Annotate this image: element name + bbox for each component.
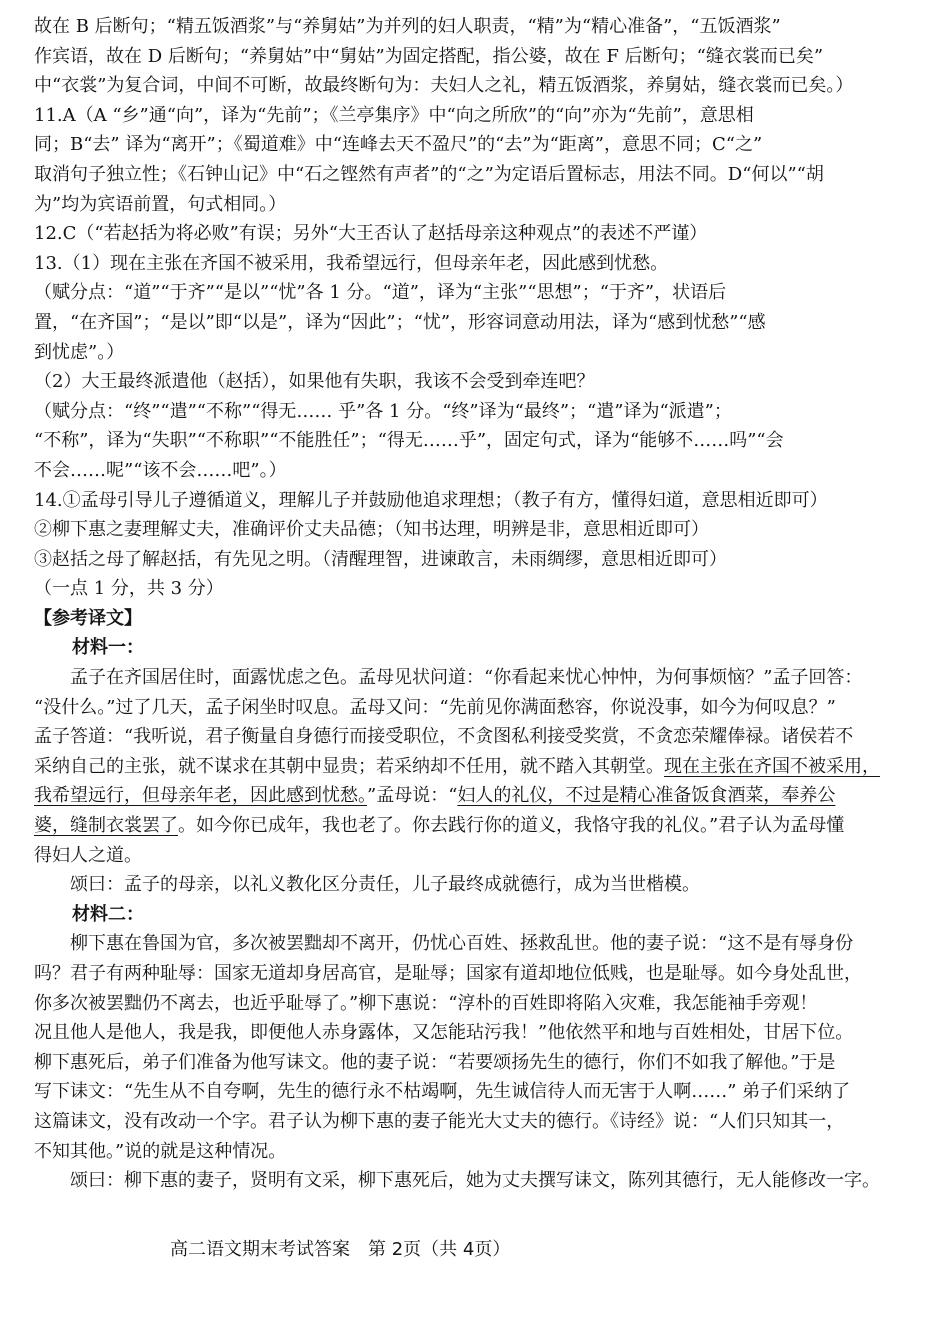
text-line: 故在 B 后断句；“精五饭酒浆”与“养舅姑”为并列的妇人职责，“精”为“精心准备”，“五饭酒浆”: [34, 16, 781, 37]
text-line: 吗？君子有两种耻辱：国家无道却身居高官，是耻辱；国家有道却地位低贱，也是耻辱。如今身处乱世，: [34, 963, 862, 984]
text-line: 11.A（A “乡”通“向”，译为“先前”；《兰亭集序》中“向之所欣”的“向”亦为“先前”，意思相: [34, 104, 754, 126]
text-line: [34, 781, 918, 811]
text-segment: 。如今你已成年，我也老了。你去践行你的道义，我恪守我的礼仪。”君子认为孟母懂: [178, 815, 845, 837]
text-line: 写下诔文：“先生从不自夸啊，先生的德行永不枯竭啊，先生诚信待人而无害于人啊……” 弟子们采纳了: [34, 1081, 851, 1103]
material-one-title: 材料一：: [72, 637, 144, 659]
text-line: “不称”，译为“失职”“不称职”“不能胜任”；“得无……乎”，固定句式，译为“能够不……吗”“会: [34, 430, 784, 452]
text-line: ②柳下惠之妻理解丈夫，准确评价丈夫品德；（知书达理，明辨是非，意思相近即可）: [34, 519, 709, 541]
page-content: [34, 12, 918, 1196]
underlined-text: 婆，缝制衣裳罢了: [34, 815, 178, 837]
text-segment: 采纳自己的主张，就不谋求在其朝中显贵；若采纳却不任用，就不踏入其朝堂。: [34, 755, 664, 777]
text-line: （一点 1 分，共 3 分）: [34, 578, 224, 600]
underlined-text: 我希望远行，但母亲年老，因此感到忧愁。: [34, 785, 367, 807]
text-line: 置，“在齐国”；“是以”即“以是”，译为“因此”；“忧”，形容词意动用法，译为“感到忧愁”“感: [34, 311, 766, 333]
text-line: 柳下惠死后，弟子们准备为他写诔文。他的妻子说：“若要颂扬先生的德行，你们不如我了解他。”于是: [34, 1051, 836, 1073]
text-line: [34, 752, 918, 782]
material-two: [34, 900, 918, 1196]
q10-answer-continuation: [34, 12, 918, 101]
text-line: 作宾语，故在 D 后断句；“养舅姑”中“舅姑”为固定搭配，指公婆，故在 F 后断句；“缝衣裳而已矣”: [34, 45, 824, 67]
q14-answer: [34, 486, 918, 604]
text-line: “没什么。”过了几天，孟子闲坐时叹息。孟母又问：“先前见你满面愁容，你说没事，如今为何叹息？”: [34, 696, 836, 718]
text-line: 不知其他。”说的就是这种情况。: [34, 1140, 287, 1162]
page-footer: 高二语文期末考试答案 第 2页（共 4页）: [170, 1239, 511, 1260]
text-line: 14.①孟母引导儿子遵循道义，理解儿子并鼓励他追求理想；（教子有方，懂得妇道，意思相近即可）: [34, 489, 828, 511]
text-line: 同；B“去” 译为“离开”；《蜀道难》中“连峰去天不盈尺”的“去”为“距离”，意思不同；C“之”: [34, 134, 763, 156]
eulogy-line: 颂曰：柳下惠的妻子，贤明有文采，柳下惠死后，她为丈夫撰写诔文，陈列其德行，无人能修改一字。: [70, 1170, 880, 1192]
text-line: （2）大王最终派遣他（赵括），如果他有失职，我该不会受到牵连吧？: [34, 371, 595, 393]
text-line: 12.C（“若赵括为将必败”有误；另外“大王否认了赵括母亲这种观点”的表述不严谨）: [34, 223, 708, 245]
eulogy-line: 颂曰：孟子的母亲，以礼义教化区分责任，儿子最终成就德行，成为当世楷模。: [70, 874, 700, 896]
text-line: 13.（1）现在主张在齐国不被采用，我希望远行，但母亲年老，因此感到忧愁。: [34, 252, 669, 274]
text-line: 况且他人是他人，我是我，即便他人赤身露体，又怎能玷污我！”他依然平和地与百姓相处，甘居下位。: [34, 1022, 854, 1044]
q11-answer: [34, 101, 918, 219]
text-line: 不会……呢”“该不会……吧”。）: [34, 459, 287, 481]
material-two-title: 材料二：: [72, 903, 144, 925]
underlined-text: 现在主张在齐国不被采用，: [664, 755, 880, 777]
reference-translation-heading: 【参考译文】: [34, 607, 142, 629]
underlined-text: 妇人的礼仪，不过是精心准备饭食酒菜，奉养公: [457, 785, 836, 807]
text-line: （赋分点：“道”“于齐”“是以”“忧”各 1 分。“道”，译为“主张”“思想”；“于齐”，状语后: [34, 282, 727, 304]
text-line: （赋分点：“终”“遣”“不称”“得无…… 乎”各 1 分。“终”译为“最终”；“遣”译为“派遣”；: [34, 400, 732, 422]
text-line: 取消句子独立性；《石钟山记》中“石之铿然有声者”的“之”为定语后置标志，用法不同。D“何以”“胡: [34, 163, 824, 185]
text-line: 孟子在齐国居住时，面露忧虑之色。孟母见状问道：“你看起来忧心忡忡，为何事烦恼？”孟子回答：: [70, 667, 863, 689]
text-line: 得妇人之道。: [34, 844, 142, 866]
q13-answer: [34, 249, 918, 486]
text-segment: ”孟母说：“: [367, 785, 458, 807]
text-line: [34, 811, 918, 841]
text-line: 孟子答道：“我听说，君子衡量自身德行而接受职位，不贪图私利接受奖赏，不贪恋荣耀俸禄。诸侯若不: [34, 726, 854, 748]
text-line: 柳下惠在鲁国为官，多次被罢黜却不离开，仍忧心百姓、拯救乱世。他的妻子说：“这不是有辱身份: [70, 933, 854, 955]
q12-answer: [34, 219, 918, 249]
material-one: [34, 633, 918, 899]
text-line: 这篇诔文，没有改动一个字。君子认为柳下惠的妻子能光大丈夫的德行。《诗经》说：“人们只知其一，: [34, 1110, 845, 1132]
text-line: 到忧虑”。）: [34, 341, 125, 363]
text-line: 你多次被罢黜仍不离去，也近乎耻辱了。”柳下惠说：“淳朴的百姓即将陷入灾难，我怎能袖手旁观！: [34, 992, 818, 1014]
text-line: ③赵括之母了解赵括，有先见之明。（清醒理智，进谏敢言，未雨绸缪，意思相近即可）: [34, 548, 727, 570]
text-line: 为”均为宾语前置，句式相同。）: [34, 193, 287, 215]
text-line: 中“衣裳”为复合词，中间不可断，故最终断句为：夫妇人之礼，精五饭酒浆，养舅姑，缝衣裳而已矣。）: [34, 75, 854, 97]
